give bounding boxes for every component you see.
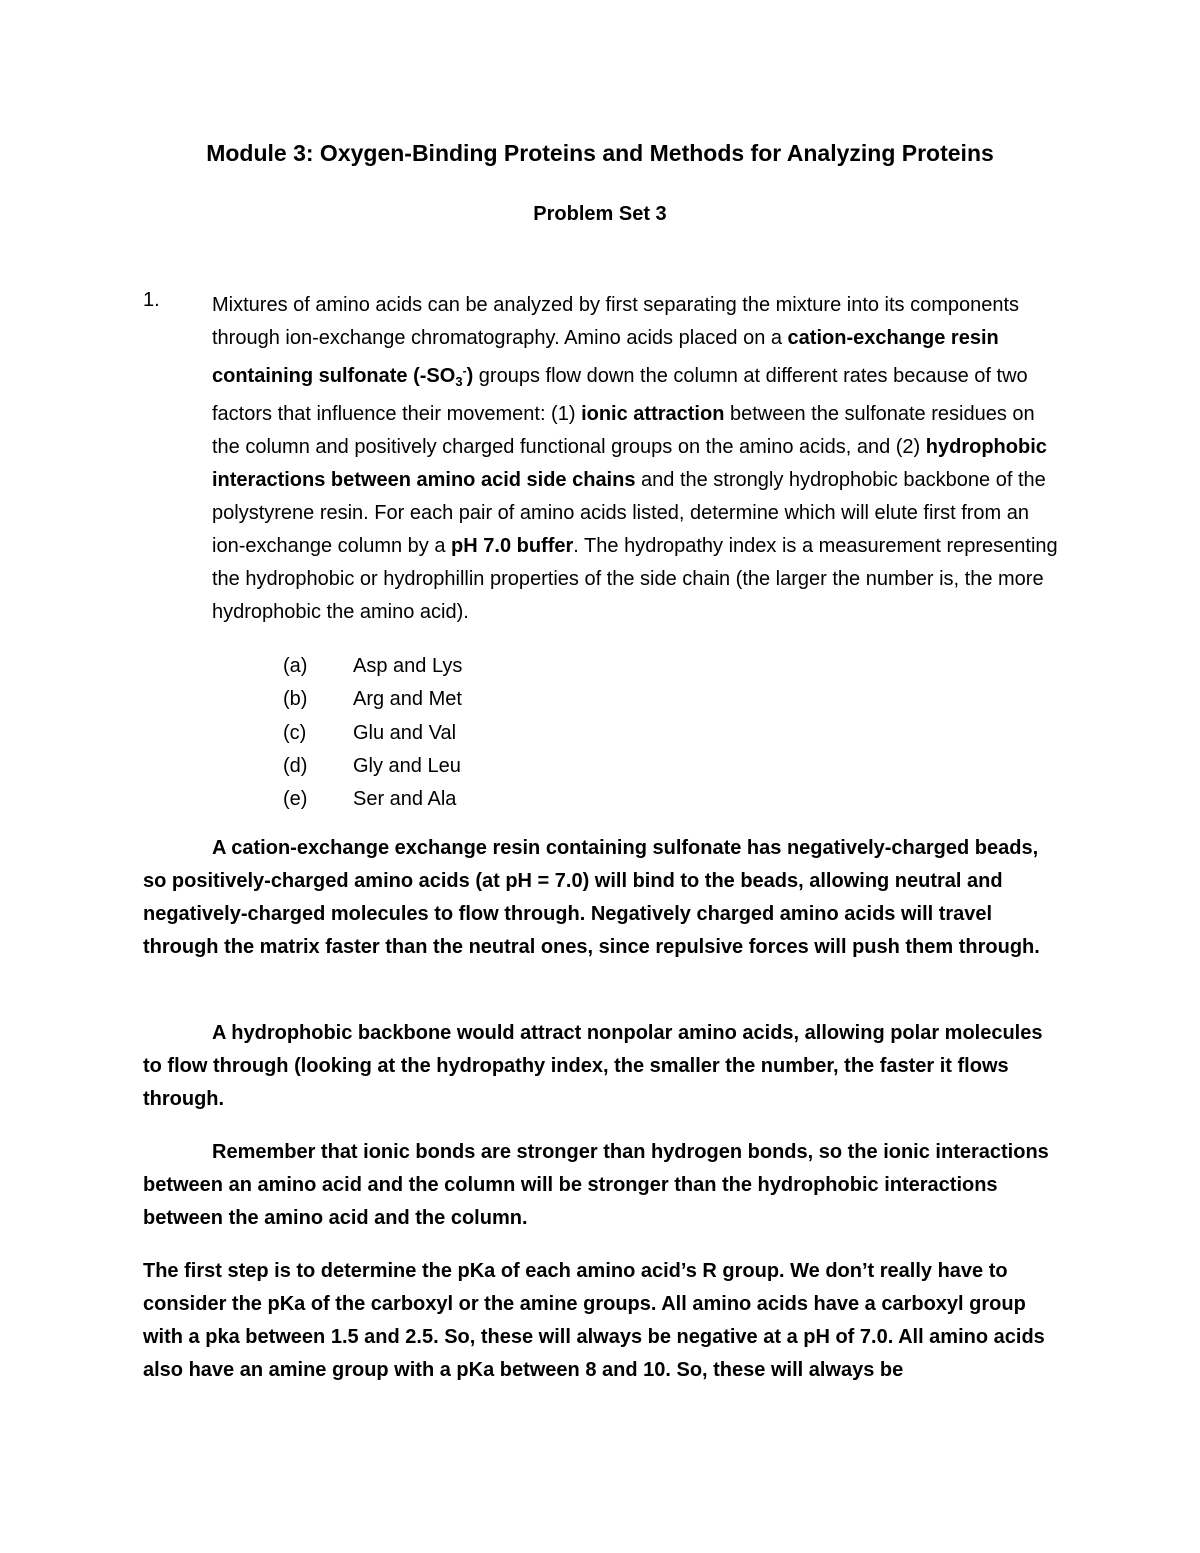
- document-title: Module 3: Oxygen-Binding Proteins and Methods for Analyzing Proteins: [206, 140, 994, 166]
- answer-paragraph-ionic-bonds: Remember that ionic bonds are stronger than hydrogen bonds, so the ionic interactions between an amino acid and the column will be stronger than the hydrophobic interactions between the amino acid and the column.: [143, 1141, 1049, 1229]
- question-bold-term: cation-exchange resin containing sulfonate $(-SO_3^-)$: [212, 327, 999, 389]
- question-bold-term: hydrophobic interactions between amino acid side chains: [212, 436, 1047, 491]
- question-text-part: . The hydropathy index is a measurement representing the hydrophobic or hydrophillin properties of the side chain (the larger the number is, the more hydrophobic the amino acid).: [212, 535, 1058, 623]
- choice-text: Arg and Met: [353, 688, 462, 711]
- choice-text: Ser and Ala: [353, 788, 457, 811]
- choice-label: (e): [283, 788, 308, 811]
- superscript: -: [462, 364, 467, 378]
- question-bold-term: ionic attraction: [581, 403, 725, 425]
- choice-text: Gly and Leu: [353, 754, 461, 777]
- subscript: 3: [455, 374, 463, 389]
- choice-text: Glu and Val: [353, 721, 457, 744]
- choice-item: [283, 783, 462, 816]
- choice-text: Asp and Lys: [353, 655, 463, 677]
- choice-item: [283, 683, 462, 716]
- question-text-part: groups flow down the column at different rates because of two factors that influence their movement: (1): [212, 365, 1028, 425]
- answer-choices: [283, 650, 462, 816]
- answer-paragraph-hydrophobic: A hydrophobic backbone would attract nonpolar amino acids, allowing polar molecules to flow through (looking at the hydropathy index, the smaller the number, the faster it flows through.: [143, 1022, 1043, 1110]
- question-text: [212, 289, 1062, 629]
- question-text-part: between the sulfonate residues on the column and positively charged functional groups on the amino acids, and (2): [212, 403, 1035, 458]
- document-subtitle: Problem Set 3: [533, 203, 667, 225]
- choice-item: [283, 717, 462, 750]
- answer-paragraph-pka: The first step is to determine the pKa of each amino acid’s R group. We don’t really have to consider the pKa of the carboxyl or the amine groups. All amino acids have a carboxyl group with a pka between 1.5 and 2.5. So, these will always be negative at a pH of 7.0. All amino acids also have an amine group with a pKa between 8 and 10. So, these will always be: [143, 1260, 1045, 1381]
- question-text-part: and the strongly hydrophobic backbone of the polystyrene resin. For each pair of amino acids listed, determine which will elute first from an ion-exchange column by a: [212, 469, 1046, 557]
- question-number: 1.: [143, 289, 160, 311]
- choice-label: (c): [283, 721, 307, 744]
- choice-label: (a): [283, 655, 308, 677]
- answer-paragraph-cation-exchange: A cation-exchange exchange resin containing sulfonate has negatively-charged beads, so positively-charged amino acids (at pH = 7.0) will bind to the beads, allowing neutral and negatively-charged molecules to flow through. Negatively charged amino acids will travel through the matrix faster than the neutral ones, since repulsive forces will push them through.: [143, 837, 1040, 958]
- choice-item: [283, 750, 462, 783]
- question-bold-term: pH 7.0 buffer: [451, 535, 574, 557]
- question-text-part: Mixtures of amino acids can be analyzed by first separating the mixture into its components through ion-exchange chromatography. Amino acids placed on a: [212, 294, 1020, 349]
- choice-label: (d): [283, 754, 308, 777]
- choice-item: [283, 650, 462, 683]
- choice-label: (b): [283, 688, 308, 711]
